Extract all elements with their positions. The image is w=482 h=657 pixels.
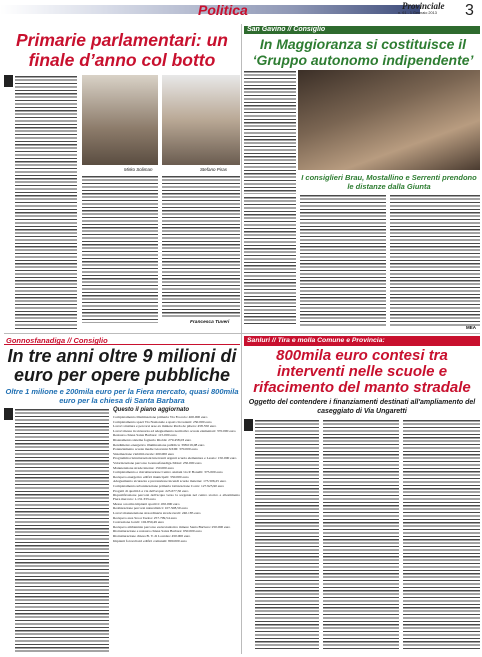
project-item: Realizzazione percorsi naturalistici: 107.508,50 euro — [113, 506, 188, 511]
article1-dropcap — [4, 75, 13, 87]
project-item: Recupero area Sroor Ixeloa: 257.709,54 euro — [113, 515, 177, 520]
row-divider — [4, 333, 480, 334]
page-header — [0, 0, 482, 20]
project-item: Lavori manutenzione straordinaria strade rurali: 240.185 euro — [113, 511, 201, 516]
article-primarie — [4, 26, 240, 332]
article1-column3 — [162, 175, 240, 317]
project-item: Recupero energetico edifici municipali: 350.000 euro — [113, 474, 189, 479]
project-item: Valorizzazione percorso Gonnosfanadiga-Sibiui: 250.000 euro — [113, 460, 202, 465]
article4-column2 — [323, 419, 399, 651]
article2-byline: MEA — [466, 325, 476, 330]
project-item: Completamento urbanizzazione primaria lottizzazione Corru: 127.925,90 euro — [113, 483, 225, 488]
article3-kicker: Gonnosfanadiga // Consiglio — [6, 336, 108, 345]
column-divider — [241, 24, 242, 654]
project-item: Manutenzione strade interne: 150.000 euro — [113, 465, 174, 470]
project-item: Restauro chiesa Santa Barbara: 115.000 euro — [113, 433, 177, 438]
article-sanluri — [244, 336, 480, 654]
article3-project-list — [113, 415, 240, 652]
project-item: Risanamento sistema fognario Riolda: 279.458,03 euro — [113, 437, 192, 442]
article-gonnosfanadiga — [4, 336, 240, 654]
article4-column3 — [403, 419, 480, 651]
project-item: Messa a norma impianti sportivi: 450.000 euro — [113, 501, 180, 506]
article3-headline: In tre anni oltre 9 milioni di euro per opere pubbliche — [7, 346, 237, 385]
project-item: Completamento e ristrutturazione Centro anziani via P. Bonelli: 375.000 euro — [113, 470, 223, 475]
project-item: Potenziamento scuole medie Giovanni XXIII: 370.000 euro — [113, 447, 198, 452]
article4-column1 — [255, 419, 319, 651]
project-item: Progetti di qualità La via dell'acqua: 225.677,50 euro — [113, 488, 189, 493]
article4-dropcap — [244, 419, 253, 431]
project-item: Costruzione loculi: 102.850,49 euro — [113, 520, 165, 525]
project-item: Sistemazione viabilità rurale: 200.000 euro — [113, 451, 175, 456]
article3-column1 — [15, 408, 109, 652]
project-item: Lavori messa in sicurezza ed adeguamento normativo scuole elementari: 370.000 euro — [113, 428, 236, 433]
project-item: Completamento illuminazione primaria Via Foscolo: 400.000 euro — [113, 415, 208, 419]
project-item: Riqualificazione percorsi dell'acqua verso la sorgente nel centro storico e allestimento Fiera mercato: 1.131.333 euro — [113, 493, 240, 502]
article2-photo-caption: I consiglieri Brau, Mostallino e Serrenti prendono le distanze dalla Giunta — [301, 173, 477, 191]
article2-column3 — [390, 194, 480, 326]
project-item: Ristrutturazione e restauro chiesa Santa Barbara: 650.000 euro — [113, 529, 202, 534]
article4-kicker: Sanluri // Tira e molla Comune e Provincia: — [247, 337, 385, 344]
article4-headline: 800mila euro contesi tra interventi nelle scuole e rifacimento del manto stradale — [253, 347, 471, 396]
project-item: Ristrutturazione chiesa B. V. di Lourdes: 450.000 euro — [113, 534, 191, 539]
article2-photo-council — [298, 70, 480, 170]
project-item: Adeguamento sicurezza e prevenzione incendi scuole materne: 173.506,25 euro — [113, 479, 227, 484]
article4-subhead: Oggetto del contendere i finanziamenti destinati all'ampliamento del caseggiato di Via Ungaretti — [248, 399, 476, 415]
article2-column1-bottom — [244, 196, 296, 326]
article2-column2 — [300, 194, 386, 326]
article1-photo-piras — [162, 75, 240, 165]
section-title: Politica — [198, 2, 248, 18]
article1-photo-soliman — [82, 75, 158, 165]
project-item: Recupero ambientale percorso escursionistico minere Santa Barbara: 250.000 euro — [113, 524, 231, 529]
project-item: Programma ristrutturazioni interventi urgenti scuola elementare e Lessio: 150.000 euro — [113, 456, 237, 461]
caption-soliman: Mirko Soliman — [124, 167, 153, 172]
article1-byline: Francesca Tuveri — [190, 320, 230, 325]
caption-piras: Stefano Piras — [200, 167, 228, 172]
article2-column1-top — [244, 70, 296, 194]
article1-column1 — [15, 75, 77, 330]
project-item: Rendimento energetico illuminazione pubblica: 398.019,08 euro — [113, 442, 205, 447]
project-item: Lavori strutture e percorsi aree ex miniere Perda de pibera: 458.550 euro — [113, 424, 217, 429]
issue-date: n. 61 - 1 Gennaio 2013 — [398, 11, 437, 15]
article2-headline: In Maggioranza si costituisce il ‘Gruppo autonomo indipendente’ — [252, 36, 474, 68]
project-item: Completamento spazi Via Nazionale e spazi circostanti: 250.000 euro — [113, 419, 212, 424]
article3-list-title: Questo il piano aggiornato — [113, 407, 190, 413]
article1-column2 — [82, 175, 158, 323]
article3-subhead: Oltre 1 milione e 200mila euro per la Fiera mercato, quasi 800mila euro per la chiesa di Santa Barbara — [5, 387, 239, 405]
article2-kicker: San Gavino // Consiglio — [247, 26, 326, 33]
masthead: Provinciale — [402, 1, 445, 11]
article3-dropcap — [4, 408, 13, 420]
project-item: Impianti fotovoltaici edifici comunali: 800.000 euro — [113, 538, 187, 543]
article-san-gavino — [244, 24, 480, 334]
page-number: 3 — [465, 2, 474, 19]
article1-headline: Primarie parlamentari: un finale d’anno col botto — [15, 30, 229, 70]
